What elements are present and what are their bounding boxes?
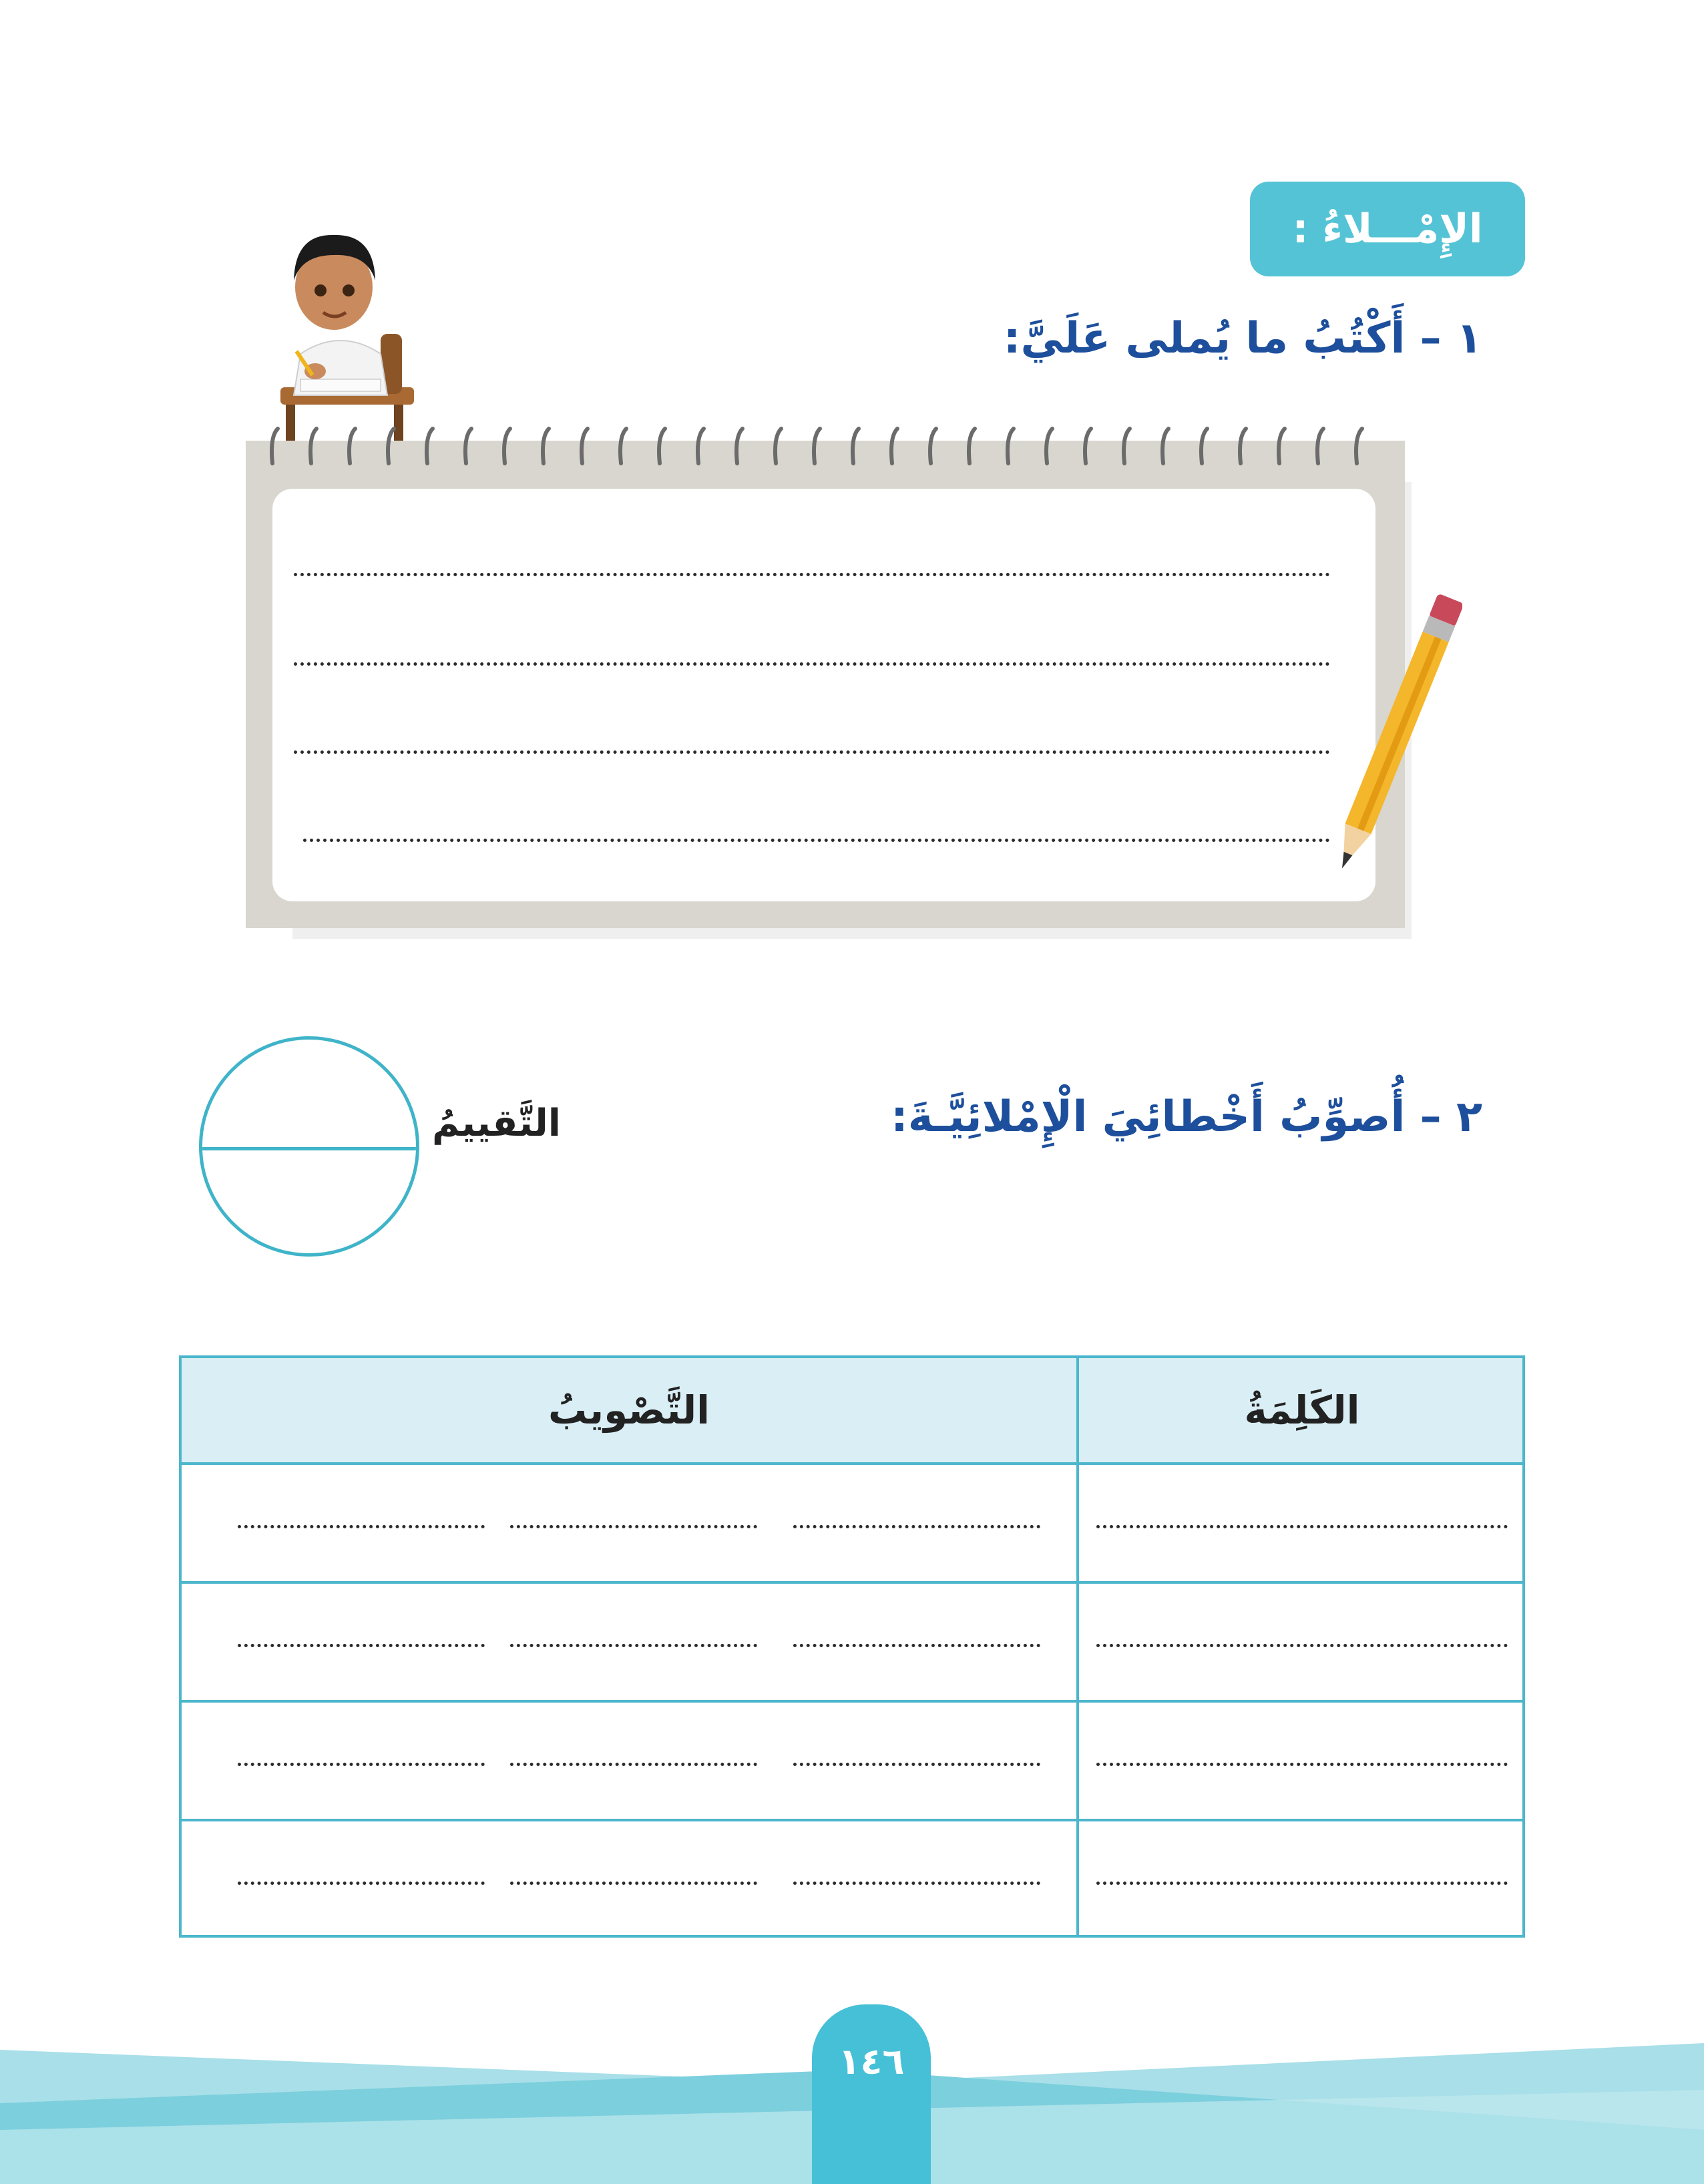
correction-blank[interactable] [510, 1644, 757, 1647]
question-2 [891, 1092, 1482, 1142]
grade-circle[interactable] [199, 1036, 419, 1257]
question-1-number: ١ – [1420, 314, 1482, 363]
section-title-badge [1250, 182, 1525, 276]
question-1-text: أَكْتُبُ ما يُملى عَلَيَّ: [1003, 314, 1406, 363]
section-title: الإِمْـــلاءُ : [1292, 206, 1483, 252]
row-divider [182, 1819, 1522, 1821]
correction-blank[interactable] [510, 1763, 757, 1766]
column-divider [1076, 1358, 1079, 1935]
question-2-text: أُصوِّبُ أَخْطائِيَ الْإِمْلائِيَّـةَ: [891, 1092, 1406, 1142]
pencil-illustration [1329, 574, 1462, 895]
word-blank[interactable] [1096, 1882, 1508, 1885]
correction-blank[interactable] [510, 1525, 757, 1528]
correction-blank[interactable] [238, 1644, 485, 1647]
correction-blank[interactable] [238, 1763, 485, 1766]
boy-writing-illustration [254, 220, 414, 441]
question-1 [1003, 314, 1482, 363]
notebook-rings [260, 423, 1396, 470]
writing-line[interactable] [294, 750, 1330, 754]
writing-line[interactable] [303, 839, 1330, 842]
writing-line[interactable] [294, 662, 1330, 666]
corrections-table [179, 1355, 1525, 1938]
correction-blank[interactable] [793, 1763, 1040, 1766]
page-number: ١٤٦ [838, 2040, 905, 2083]
word-blank[interactable] [1096, 1644, 1508, 1647]
grade-divider [202, 1147, 416, 1150]
correction-blank[interactable] [238, 1525, 485, 1528]
correction-blank[interactable] [238, 1882, 485, 1885]
header-correction: التَّصْويبُ [548, 1387, 710, 1433]
word-blank[interactable] [1096, 1763, 1508, 1766]
question-2-number: ٢ – [1420, 1092, 1482, 1142]
correction-blank[interactable] [510, 1882, 757, 1885]
correction-blank[interactable] [793, 1644, 1040, 1647]
word-blank[interactable] [1096, 1525, 1508, 1528]
row-divider [182, 1700, 1522, 1703]
correction-blank[interactable] [793, 1882, 1040, 1885]
header-word: الكَلِمَةُ [1244, 1387, 1360, 1433]
row-divider [182, 1581, 1522, 1584]
writing-line[interactable] [294, 573, 1330, 576]
page-number-badge [812, 2004, 931, 2184]
correction-blank[interactable] [793, 1525, 1040, 1528]
grade-label: التَّقييمُ [431, 1102, 561, 1145]
